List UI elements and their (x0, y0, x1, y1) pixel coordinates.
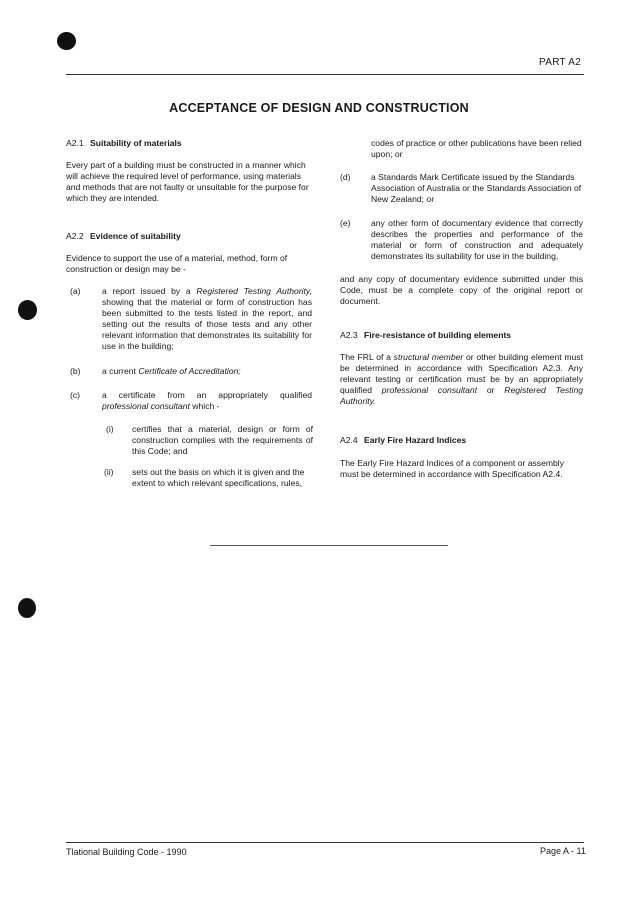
page-title: ACCEPTANCE OF DESIGN AND CONSTRUCTION (169, 101, 469, 115)
section-title: Fire-resistance of building elements (364, 330, 512, 340)
footer-left: Tlational Building Code - 1990 (66, 847, 187, 857)
section-number: A2.2 (66, 231, 84, 241)
paragraph-a2-2-intro: Evidence to support the use of a material, method, form of construction or design may be - (66, 253, 288, 274)
continued-text: codes of practice or other publications have been relied upon; or (371, 138, 582, 159)
item-d: a Standards Mark Certificate issued by the Standards Association of Australia or the Standards Association of New Zealand; or (371, 172, 582, 204)
footer-rule (66, 842, 584, 843)
paragraph-copy: and any copy of documentary evidence submitted under this Code, must be a complete copy of the original report or document. (340, 274, 583, 306)
subitem-i: certifies that a material, design or form of construction complies with the requirements of this Code; and (132, 424, 313, 456)
paragraph-a2-4: The Early Fire Hazard Indices of a component or assembly must be determined in accordance with Specification A2.4. (340, 458, 565, 479)
subitem-label-ii: (ii) (104, 467, 114, 477)
item-b: a current Certificate of Accreditation; (102, 366, 241, 376)
item-e: any other form of documentary evidence that correctly describes the properties and performance of the material or form of construction and adequately demonstrates its suitability for use in the building, (371, 218, 583, 261)
item-label-b: (b) (70, 366, 81, 376)
section-heading-a2-4 (340, 435, 466, 445)
end-rule (210, 545, 448, 546)
item-label-e: (e) (340, 218, 351, 228)
subitem-label-i: (i) (106, 424, 114, 434)
punch-hole-top (57, 32, 76, 50)
section-title: Early Fire Hazard Indices (364, 435, 467, 445)
item-label-c: (c) (70, 390, 81, 400)
item-label-d: (d) (340, 172, 351, 182)
paragraph-a2-1: Every part of a building must be constructed in a manner which will achieve the required level of performance, using materials and methods that are not faulty or unsuitable for the purpose for which they are intended. (66, 160, 309, 203)
section-title: Suitability of materials (90, 138, 182, 148)
section-number: A2.4 (340, 435, 358, 445)
section-heading-a2-2 (66, 231, 181, 241)
section-number: A2.1 (66, 138, 84, 148)
paragraph-a2-3: The FRL of a structural member or other building element must be determined in accordance with Specification A2.3. Any relevant testing or certification must be by an appropriately qualified professional consultant or Registered Testing Authority. (340, 352, 584, 406)
section-heading-a2-1 (66, 138, 182, 148)
subitem-ii: sets out the basis on which it is given and the extent to which relevant specifications, rules, (132, 467, 305, 488)
section-title: Evidence of suitability (90, 231, 181, 241)
punch-hole-middle (18, 300, 37, 320)
item-label-a: (a) (70, 286, 81, 296)
page-number: Page A - 11 (540, 846, 586, 856)
section-number: A2.3 (340, 330, 358, 340)
punch-hole-bottom (18, 598, 36, 618)
header-rule (66, 74, 584, 75)
item-c: a certificate from an appropriately qualified professional consultant which - (102, 390, 312, 411)
part-label: PART A2 (539, 57, 582, 68)
item-a: a report issued by a Registered Testing Authority, showing that the material or form of construction has been submitted to the tests listed in the report, and setting out the results of those tests and any other relevant information that demonstrates its suitability for use in the building; (102, 286, 312, 351)
section-heading-a2-3 (340, 330, 511, 340)
